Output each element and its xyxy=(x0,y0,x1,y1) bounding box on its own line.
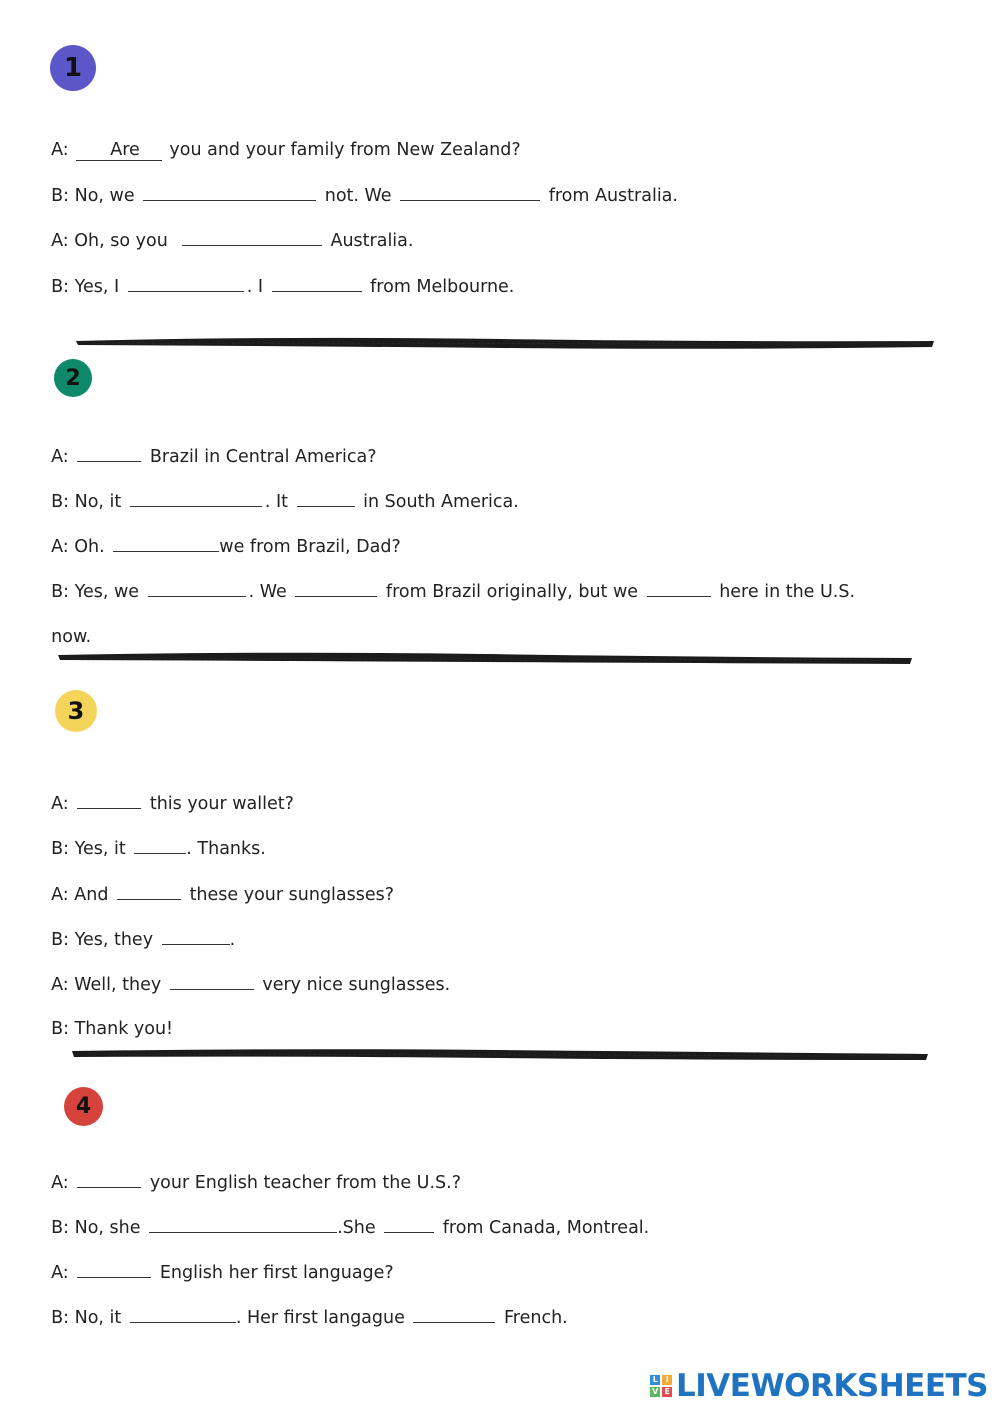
section-3-line-6: B: Thank you! xyxy=(51,1019,174,1039)
section-3-line-4: B: Yes, they . xyxy=(40,903,235,952)
section-1-line-4: B: Yes, I . I from Melbourne. xyxy=(40,250,514,299)
answer-blank[interactable] xyxy=(77,1260,151,1278)
brush-divider xyxy=(68,1046,932,1064)
section-2-line-3: A: Oh. we from Brazil, Dad? xyxy=(40,510,401,559)
section-4-line-4: B: No, it . Her first langague French. xyxy=(40,1281,568,1330)
answer-blank[interactable] xyxy=(134,836,186,854)
brush-divider xyxy=(54,649,916,667)
answer-blank[interactable] xyxy=(113,534,219,552)
section-4-line-3: A: English her first language? xyxy=(40,1236,394,1285)
answer-blank[interactable] xyxy=(384,1215,434,1233)
answer-blank[interactable] xyxy=(128,274,244,292)
section-1-number: 1 xyxy=(63,53,83,83)
section-4-number: 4 xyxy=(75,1094,92,1119)
section-1-badge xyxy=(50,45,96,91)
section-3-line-2: B: Yes, it . Thanks. xyxy=(40,812,266,861)
section-4-line-1: A: your English teacher from the U.S.? xyxy=(40,1146,461,1195)
section-2-line-2: B: No, it . It in South America. xyxy=(40,465,519,514)
liveworksheets-logo-mark-icon: L I V E xyxy=(650,1375,672,1397)
answer-field[interactable]: Are xyxy=(76,140,162,161)
section-4-line-2: B: No, she .She from Canada, Montreal. xyxy=(40,1191,649,1240)
answer-blank[interactable] xyxy=(117,882,181,900)
section-1-line-3: A: Oh, so you Australia. xyxy=(40,204,413,253)
answer-blank[interactable] xyxy=(77,1170,141,1188)
section-2-number: 2 xyxy=(65,365,81,391)
answer-blank[interactable] xyxy=(149,1215,337,1233)
answer-blank[interactable] xyxy=(130,489,262,507)
liveworksheets-brand-text: LIVEWORKSHEETS xyxy=(676,1368,988,1404)
liveworksheets-logo[interactable] xyxy=(650,1368,988,1404)
section-3-line-1: A: this your wallet? xyxy=(40,767,294,816)
section-2-line-5: now. xyxy=(51,627,92,647)
section-2-line-4: B: Yes, we . We from Brazil originally, but we here in the U.S. xyxy=(40,555,855,604)
answer-blank[interactable] xyxy=(162,927,230,945)
answer-blank[interactable] xyxy=(647,579,711,597)
answer-blank[interactable] xyxy=(148,579,246,597)
answer-blank[interactable] xyxy=(170,972,254,990)
answer-blank[interactable] xyxy=(297,489,355,507)
section-4-badge xyxy=(64,1087,103,1126)
answer-blank[interactable] xyxy=(77,791,141,809)
section-3-number: 3 xyxy=(67,697,85,725)
answer-blank[interactable] xyxy=(130,1305,236,1323)
section-3-badge xyxy=(55,690,97,732)
brush-divider xyxy=(72,334,938,352)
section-3-line-5: A: Well, they very nice sunglasses. xyxy=(40,948,450,997)
answer-blank[interactable] xyxy=(143,183,316,201)
answer-blank[interactable] xyxy=(413,1305,495,1323)
section-2-badge xyxy=(54,359,92,397)
answer-blank[interactable] xyxy=(400,183,540,201)
answer-blank[interactable] xyxy=(272,274,362,292)
answer-blank[interactable] xyxy=(182,228,322,246)
answer-blank[interactable] xyxy=(295,579,377,597)
section-1-line-2: B: No, we not. We from Australia. xyxy=(40,159,678,208)
section-1-line-1: A: Are you and your family from New Zealand? xyxy=(51,140,521,160)
section-3-line-3: A: And these your sunglasses? xyxy=(40,858,394,907)
section-2-line-1: A: Brazil in Central America? xyxy=(40,420,377,469)
answer-blank[interactable] xyxy=(77,444,141,462)
